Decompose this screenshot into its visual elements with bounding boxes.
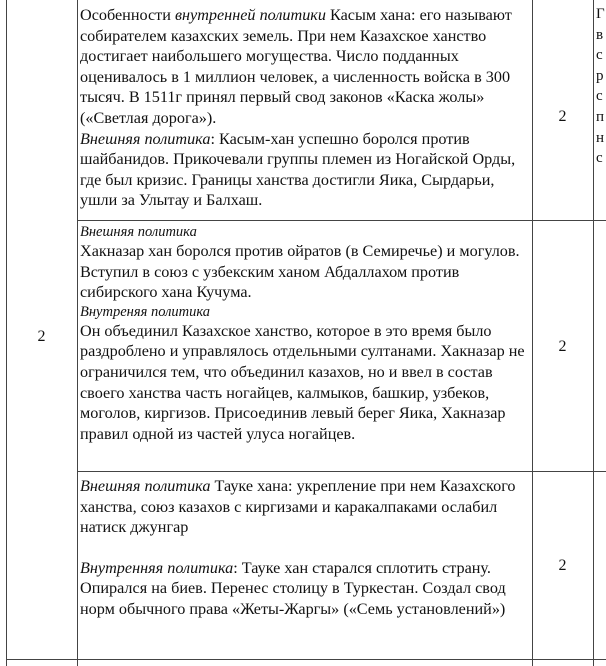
fragment: с [596, 88, 603, 105]
fragment: с [596, 47, 603, 64]
cell-kasym-khan [80, 5, 529, 211]
score-row-3: 2 [558, 557, 567, 574]
table-border-col1 [77, 0, 78, 666]
cell-tauke-khan [80, 476, 529, 620]
external-policy-label: Внешняя политика [80, 129, 211, 148]
cell-khaknazar-khan [80, 223, 529, 444]
row-number: 2 [37, 328, 46, 345]
cut-off-column [596, 4, 606, 169]
internal-policy-label: Внутренняя политика [80, 558, 234, 577]
score-row-2: 2 [558, 338, 567, 355]
internal-policy-text: : Тауке хан старался сплотить страну. Опирался на биев. Перенес столицу в Туркестан. Создал свод норм обычного права «Жеты-Жаргы» («Семь установлений») [80, 558, 506, 618]
internal-policy-label: Внутреняя политика [80, 303, 211, 320]
internal-policy-label: внутренней политики [174, 6, 326, 24]
intro-pre: Особенности [80, 6, 175, 24]
row-divider-1 [77, 220, 606, 221]
fragment: в [596, 26, 604, 43]
intro-text: Касым хана: его называют собирателем казахских земель. При нем Казахское ханство достигает наибольшего могущества. Число подданных оценивалось в 1 миллион человек, а численность войска в 300 тысяч. В 1511г принял первый свод законов «Каска жолы» («Светлая дорога»). [80, 6, 512, 127]
row-divider-2 [77, 471, 606, 472]
fragment: п [596, 108, 605, 125]
fragment: р [596, 67, 604, 84]
fragment: с [596, 150, 603, 167]
table-border-bottom [6, 659, 606, 660]
external-policy-label: Внешняя политика [80, 224, 197, 240]
external-policy-text: Тауке хана: укрепление при нем Казахского ханства, союз казахов с киргизами и каракалпаками ослабил натиск джунгар [80, 477, 516, 537]
external-policy-label: Внешняя политика [80, 477, 211, 495]
table-border-col3 [593, 0, 594, 666]
score-row-1: 2 [558, 108, 567, 125]
fragment: н [596, 129, 605, 146]
internal-policy-text: Он объединил Казахское ханство, которое в это время было раздроблено и управлялось отдельными султанами. Хакназар не ограничился тем, что объединил казахов, но и ввел в состав своего ханства часть ногайцев, калмыков, башкир, узбеков, моголов, киргизов. Присоединив левый берег Яика, Хакназар правил одной из частей улуса ногайцев. [80, 321, 525, 443]
fragment: Г [596, 6, 605, 22]
external-policy-text: Хакназар хан боролся против ойратов (в Семиречье) и могулов. Вступил в союз с узбекским ханом Абдаллахом против сибирского хана Кучума. [80, 242, 520, 302]
external-policy-text: : Касым-хан успешно боролся против шайбанидов. Прикочевали группы племен из Ногайской Орды, где был кризис. Границы ханства достигли Яика, Сырдарьи, ушли за Улытау и Балхаш. [80, 129, 516, 210]
